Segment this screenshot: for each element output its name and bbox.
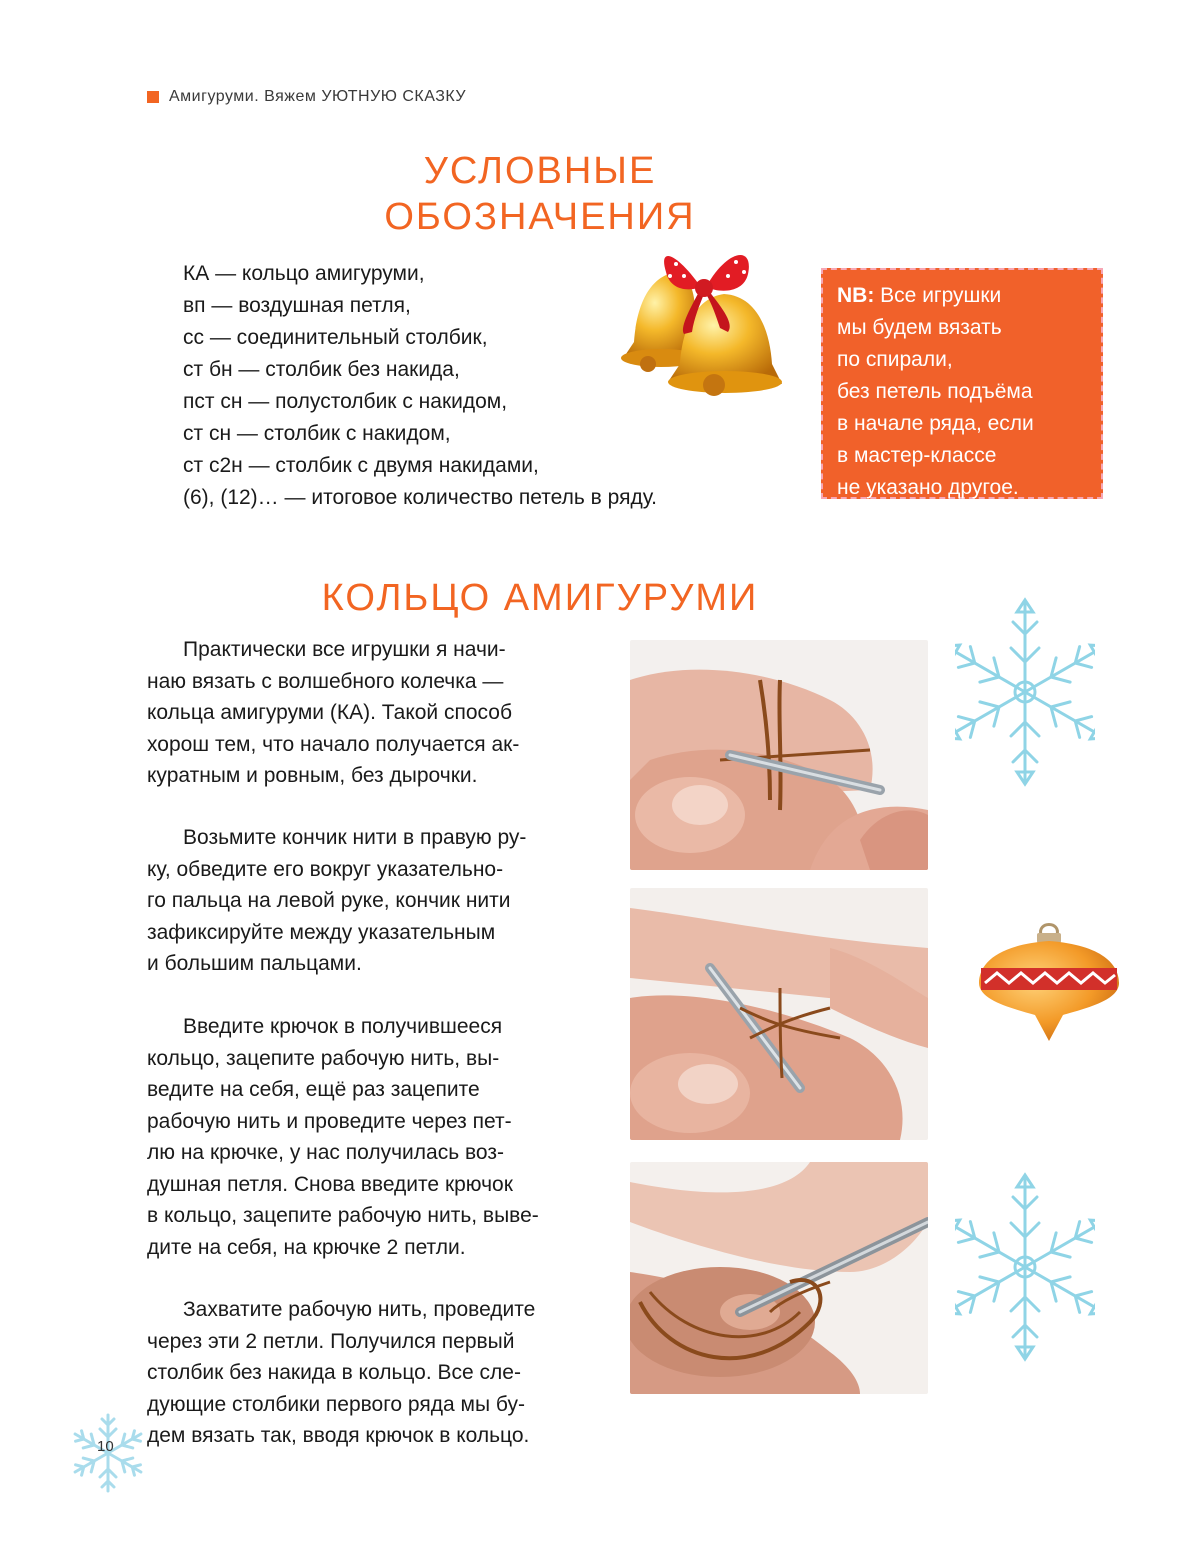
legend-item: ст бн — столбик без накида, [183, 358, 460, 381]
legend-item: сс — соединительный столбик, [183, 326, 488, 349]
text-line: наю вязать с волшебного колечка — [147, 669, 504, 693]
legend-item: вп — воздушная петля, [183, 294, 411, 317]
nb-line: по спирали, [837, 348, 953, 371]
nb-line: не указано другое. [837, 476, 1019, 499]
nb-label: NB: [837, 284, 875, 307]
text-line: зафиксируйте между указательным [147, 920, 496, 944]
header-text: Амигуруми. Вяжем УЮТНУЮ СКАЗКУ [169, 88, 467, 105]
text-line: Захватите рабочую нить, проведите [183, 1298, 536, 1321]
section-title-amigurumi-ring: КОЛЬЦО АМИГУРУМИ [321, 577, 759, 619]
text-line: кольца амигуруми (КА). Такой способ [147, 701, 512, 724]
text-line: рабочую нить и проведите через пет- [147, 1109, 512, 1133]
nb-note-box [821, 268, 1103, 499]
legend-item: ст сн — столбик с накидом, [183, 422, 451, 445]
text-line: Введите крючок в получившееся [183, 1015, 503, 1038]
paragraph-2 [147, 822, 593, 980]
running-header [147, 88, 466, 106]
nb-line: Все игрушки [880, 284, 1002, 307]
photo-hands-step2 [630, 888, 928, 1140]
text-line: и большим пальцами. [147, 952, 362, 975]
paragraph-3 [147, 1011, 593, 1263]
nb-line: без петель подъёма [837, 380, 1033, 403]
snowflake-icon [955, 1165, 1095, 1370]
text-line: душная петля. Снова введите крючок [147, 1172, 513, 1196]
text-line: дем вязать так, вводя крючок в кольцо. [147, 1424, 530, 1447]
legend-item: ст с2н — столбик с двумя накидами, [183, 454, 539, 477]
text-line: ку, обведите его вокруг указательно- [147, 857, 504, 881]
text-line: кольцо, зацепите рабочую нить, вы- [147, 1046, 500, 1070]
text-line: го пальца на левой руке, кончик нити [147, 889, 511, 912]
ornament-ball-icon [975, 913, 1123, 1043]
photo-hands-step3 [630, 1162, 928, 1394]
nb-line: в мастер-классе [837, 444, 997, 467]
text-line: столбик без накида в кольцо. Все сле- [147, 1361, 521, 1384]
photo-hands-step1 [630, 640, 928, 870]
legend-list [183, 258, 657, 514]
snowflake-icon [955, 592, 1095, 792]
text-line: хорош тем, что начало получается ак- [147, 732, 520, 756]
nb-line: в начале ряда, если [837, 412, 1034, 435]
paragraph-4 [147, 1294, 593, 1452]
text-line: Возьмите кончик нити в правую ру- [183, 826, 527, 849]
text-line: дите на себя, на крючке 2 петли. [147, 1235, 466, 1259]
text-line: дующие столбики первого ряда мы бу- [147, 1392, 525, 1416]
text-line: ведите на себя, ещё раз зацепите [147, 1078, 480, 1101]
text-line: Практически все игрушки я начи- [183, 638, 506, 661]
paragraph-1 [147, 634, 593, 792]
page-number: 10 [97, 1438, 114, 1455]
section-title-legend [330, 148, 750, 240]
text-line: куратным и ровным, без дырочки. [147, 764, 478, 787]
bells-icon [606, 232, 796, 412]
header-square-icon [147, 91, 159, 103]
text-line: лю на крючке, у нас получилась воз- [147, 1141, 504, 1164]
legend-item: (6), (12)… — итоговое количество петель в ряду. [183, 486, 657, 509]
text-line: в кольцо, зацепите рабочую нить, выве- [147, 1204, 539, 1227]
legend-item: пст сн — полустолбик с накидом, [183, 390, 508, 413]
nb-line: мы будем вязать [837, 316, 1002, 339]
legend-item: КА — кольцо амигуруми, [183, 262, 425, 285]
section-title-line1: УСЛОВНЫЕ [423, 150, 657, 192]
text-line: через эти 2 петли. Получился первый [147, 1329, 515, 1353]
section-title-line2: ОБОЗНАЧЕНИЯ [384, 196, 696, 238]
